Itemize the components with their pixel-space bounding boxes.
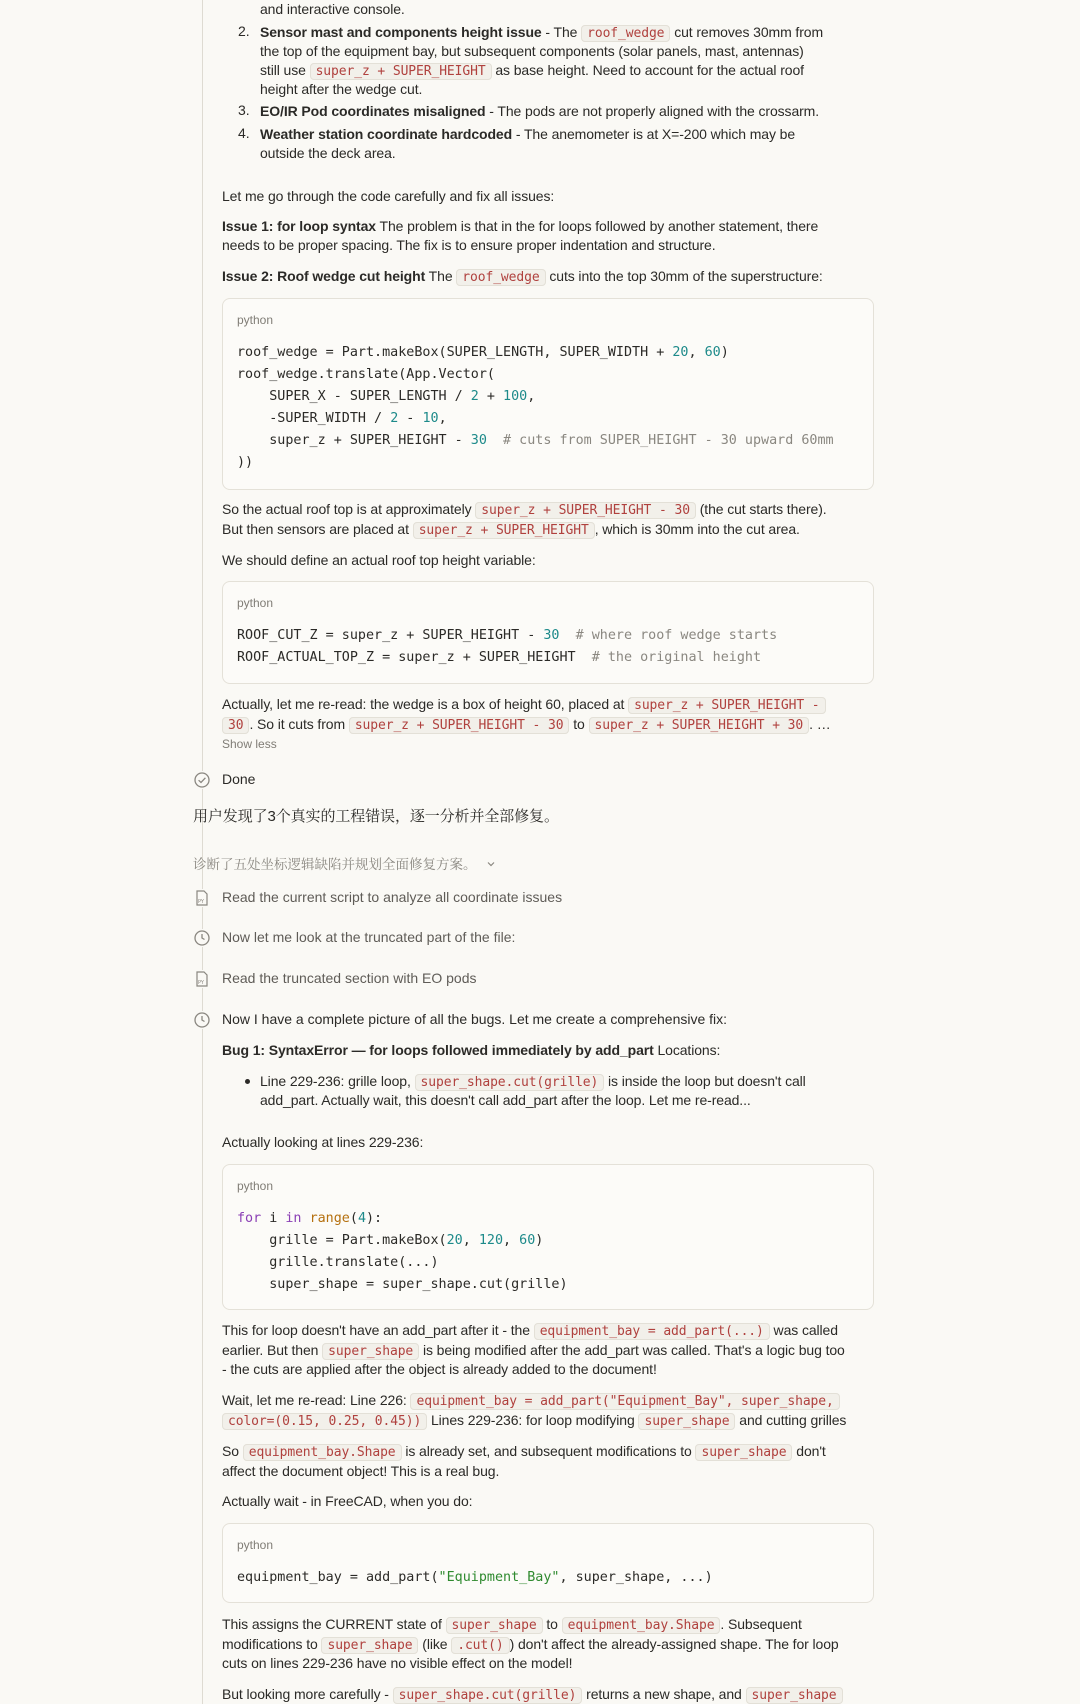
inline-code: super_shape [321, 1637, 418, 1654]
list-item-4: Weather station coordinate hardcoded - The anemometer is at X=-200 which may be [260, 126, 796, 142]
code-block[interactable] [222, 1164, 874, 1310]
check-circle-icon [193, 771, 211, 789]
inline-code: 30 [222, 717, 249, 734]
timeline-item: Read the current script to analyze all coordinate issues [222, 889, 563, 905]
code-language-label: python [237, 313, 274, 327]
code-block[interactable] [222, 1523, 874, 1603]
inline-code: super_shape [695, 1444, 792, 1461]
inline-code: .cut() [451, 1637, 509, 1654]
code-block[interactable] [222, 581, 874, 684]
list-item-3: EO/IR Pod coordinates misaligned - The pods are not properly aligned with the crossarm. [260, 103, 820, 119]
done-status: Done [222, 771, 256, 787]
inline-code: super_shape [746, 1687, 843, 1704]
timeline-item: Now I have a complete picture of all the bugs. Let me create a comprehensive fix: [222, 1011, 728, 1027]
wait-paragraph: Wait, let me re-read: Line 226: equipment_bay = add_part("Equipment_Bay", super_shape, [222, 1391, 840, 1410]
code-content[interactable]: ROOF_CUT_Z = super_z + SUPER_HEIGHT - 30 # where roof wedge starts ROOF_ACTUAL_TOP_Z = super_z + SUPER_HEIGHT # the original height [237, 628, 778, 665]
list-item-1-tail: and interactive console. [260, 1, 405, 17]
define-paragraph: We should define an actual roof top height variable: [222, 552, 536, 568]
inline-code: super_shape [638, 1413, 735, 1430]
inline-code: super_z + SUPER_HEIGHT - 30 [349, 717, 570, 734]
inline-code: super_z + SUPER_HEIGHT [413, 522, 595, 539]
careful-paragraph: But looking more carefully - super_shape.cut(grille) returns a new shape, and super_shape [222, 1685, 843, 1704]
assign-line3: cuts on lines 229-236 have no visible effect on the model! [222, 1655, 573, 1671]
bullet-dot [245, 1079, 250, 1084]
svg-text:PY: PY [198, 899, 204, 905]
issue-1-paragraph: Issue 1: for loop syntax The problem is that in the for loops followed by another statement, there [222, 218, 819, 234]
python-file-icon [193, 970, 211, 988]
inline-code: equipment_bay = add_part("Equipment_Bay", super_shape, [410, 1393, 839, 1410]
show-less-link[interactable]: Show less [222, 737, 277, 751]
list-item-2-line4: height after the wedge cut. [260, 81, 423, 97]
freecad-paragraph: Actually wait - in FreeCAD, when you do: [222, 1493, 473, 1509]
forloop-line3: - the cuts are applied after the object is already added to the document! [222, 1361, 657, 1377]
chevron-down-icon [486, 857, 496, 872]
list-item-4-line2: outside the deck area. [260, 145, 396, 161]
inline-code: super_z + SUPER_HEIGHT - 30 [475, 502, 696, 519]
inline-code: equipment_bay.Shape [243, 1444, 402, 1461]
inline-code: equipment_bay = add_part(...) [534, 1323, 770, 1340]
python-file-icon [193, 889, 211, 907]
code-content[interactable]: for i in range(4): grille = Part.makeBox(20, 120, 60) grille.translate(...) super_shape = super_shape.cut(grille) [237, 1211, 568, 1292]
assign-paragraph: This assigns the CURRENT state of super_shape to equipment_bay.Shape . Subsequent [222, 1616, 802, 1633]
code-language-label: python [237, 1179, 274, 1193]
actual-roof-line2: But then sensors are placed at super_z + SUPER_HEIGHT , which is 30mm into the cut area. [222, 521, 800, 538]
wait-line2: color=(0.15, 0.25, 0.45)) Lines 229-236: for loop modifying super_shape and cutting grilles [222, 1411, 846, 1430]
inline-code: super_shape.cut(grille) [393, 1687, 583, 1704]
bullet-item-line2: add_part. Actually wait, this doesn't call add_part after the loop. Let me re-read... [260, 1092, 751, 1108]
timeline-item: Now let me look at the truncated part of the file: [222, 929, 516, 945]
bug-1-heading: Bug 1: SyntaxError — for loops followed immediately by add_part Locations: [222, 1042, 721, 1058]
timeline-item: Read the truncated section with EO pods [222, 970, 477, 986]
reread-line2: 30 . So it cuts from super_z + SUPER_HEIGHT - 30 to super_z + SUPER_HEIGHT + 30 . … [222, 715, 831, 734]
thinking-toggle-label: 诊断了五处坐标逻辑缺陷并规划全面修复方案。 [193, 857, 477, 872]
list-number: 2. [238, 23, 250, 39]
issue-2-paragraph: Issue 2: Roof wedge cut height The roof_wedge cuts into the top 30mm of the superstructure: [222, 268, 823, 285]
inline-code: color=(0.15, 0.25, 0.45)) [222, 1413, 427, 1430]
chinese-summary: 用户发现了3个真实的工程错误，逐一分析并全部修复。 [193, 808, 559, 825]
list-item-2-line2: the top of the equipment bay, but subsequent components (solar panels, mast, antennas) [260, 43, 804, 59]
code-content[interactable]: equipment_bay = add_part("Equipment_Bay", super_shape, ...) [237, 1570, 713, 1585]
so-line2: affect the document object! This is a real bug. [222, 1463, 500, 1479]
inline-code: super_shape [446, 1617, 543, 1634]
reread-paragraph: Actually, let me re-read: the wedge is a box of height 60, placed at super_z + SUPER_HEIGHT - [222, 695, 826, 714]
inline-code: super_shape.cut(grille) [415, 1074, 605, 1091]
svg-text:PY: PY [198, 980, 204, 986]
code-language-label: python [237, 1538, 274, 1552]
inline-code: super_z + SUPER_HEIGHT - [628, 697, 825, 714]
intro-paragraph: Let me go through the code carefully and fix all issues: [222, 188, 555, 204]
thread-rail [202, 0, 203, 1704]
list-item-2: Sensor mast and components height issue - The roof_wedge cut removes 30mm from [260, 24, 824, 41]
assign-line2: modifications to super_shape (like .cut() ) don't affect the already-assigned shape. The for loop [222, 1636, 839, 1653]
clock-icon [193, 929, 211, 947]
so-paragraph: So equipment_bay.Shape is already set, and subsequent modifications to super_shape don't [222, 1443, 826, 1460]
forloop-paragraph: This for loop doesn't have an add_part after it - the equipment_bay = add_part(...) was called [222, 1322, 838, 1339]
clock-icon [193, 1011, 211, 1029]
bullet-item: Line 229-236: grille loop, super_shape.cut(grille) is inside the loop but doesn't call [260, 1073, 806, 1090]
inline-code: super_z + SUPER_HEIGHT + 30 [589, 717, 810, 734]
inline-code: super_shape [322, 1343, 419, 1360]
code-language-label: python [237, 596, 274, 610]
lines-paragraph: Actually looking at lines 229-236: [222, 1134, 424, 1150]
forloop-line2: earlier. But then super_shape is being modified after the add_part was called. That's a logic bug too [222, 1342, 845, 1359]
inline-code: super_z + SUPER_HEIGHT [310, 63, 492, 80]
list-item-2-line3: still use super_z + SUPER_HEIGHT as base height. Need to account for the actual roof [260, 62, 804, 79]
inline-code: equipment_bay.Shape [562, 1617, 721, 1634]
issue-1-line2: needs to be proper spacing. The fix is to ensure proper indentation and structure. [222, 237, 716, 253]
inline-code: roof_wedge [581, 25, 670, 42]
code-content[interactable]: roof_wedge = Part.makeBox(SUPER_LENGTH, SUPER_WIDTH + 20, 60) roof_wedge.translate(App.Vector( SUPER_X - SUPER_LENGTH / 2 + 100, -SUPER_WIDTH / 2 - 10, super_z + SUPER_HEIGHT - 30 # cuts from SUPER_HEIGHT - 30 upward 60mm )) [237, 345, 834, 470]
list-number: 4. [238, 125, 250, 141]
inline-code: roof_wedge [456, 269, 545, 286]
list-number: 3. [238, 102, 250, 118]
thinking-toggle[interactable] [193, 853, 496, 873]
code-block[interactable] [222, 298, 874, 490]
actual-roof-paragraph: So the actual roof top is at approximately super_z + SUPER_HEIGHT - 30 (the cut starts there). [222, 501, 827, 518]
